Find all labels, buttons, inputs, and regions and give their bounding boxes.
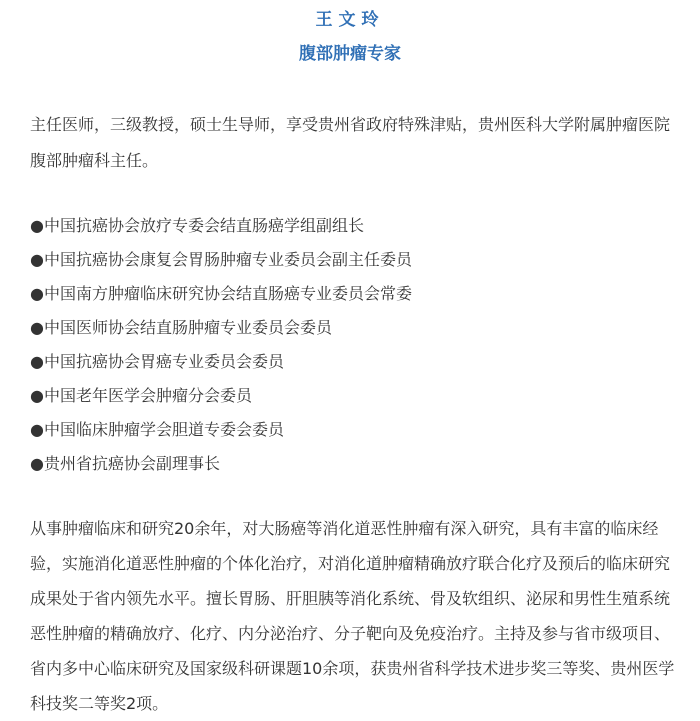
role-item: ●中国老年医学会肿瘤分会委员 — [30, 386, 252, 405]
role-item: ●中国医师协会结直肠肿瘤专业委员会委员 — [30, 318, 332, 337]
doctor-specialty-title: 腹部肿瘤专家 — [299, 44, 401, 64]
doctor-name: 王文玲 — [315, 10, 385, 30]
intro-paragraph: 主任医师，三级教授，硕士生导师，享受贵州省政府特殊津贴，贵州医科大学附属肿瘤医院腹部肿瘤科主任。 — [30, 115, 671, 170]
role-item: ●贵州省抗癌协会副理事长 — [30, 454, 220, 473]
bio-paragraph: 从事肿瘤临床和研究20余年，对大肠癌等消化道恶性肿瘤有深入研究，具有丰富的临床经验，实施消化道恶性肿瘤的个体化治疗，对消化道肿瘤精确放疗联合化疗及预后的临床研究成果处于省内领先水平。擅长胃肠、肝胆胰等消化系统、骨及软组织、泌尿和男性生殖系统恶性肿瘤的精确放疗、化疗、内分泌治疗、分子靶向及免疫治疗。主持及参与省市级项目、省内多中心临床研究及国家级科研课题10余项，获贵州省科学技术进步奖三等奖、贵州医学科技奖二等奖2项。 — [30, 519, 675, 713]
roles-list — [30, 209, 680, 481]
role-item: ●中国抗癌协会放疗专委会结直肠癌学组副组长 — [30, 216, 364, 235]
role-item: ●中国南方肿瘤临床研究协会结直肠癌专业委员会常委 — [30, 284, 412, 303]
role-item: ●中国抗癌协会胃癌专业委员会委员 — [30, 352, 284, 371]
role-item: ●中国临床肿瘤学会胆道专委会委员 — [30, 420, 284, 439]
role-item: ●中国抗癌协会康复会胃肠肿瘤专业委员会副主任委员 — [30, 250, 412, 269]
